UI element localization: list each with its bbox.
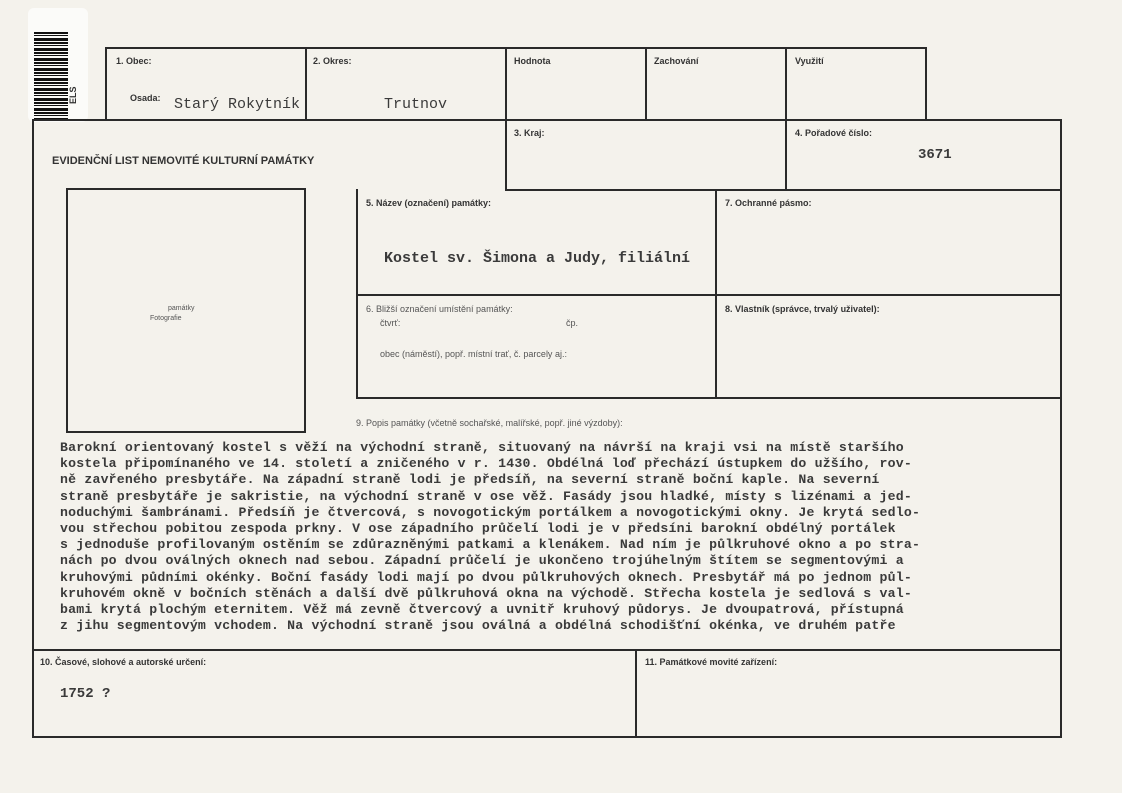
popis-line: noduchými šambránami. Předsíň je čtvercová, s novogotickým portálkem a novogotickými okny. Je krytá sedlo- <box>60 504 921 520</box>
photo-box <box>66 188 306 433</box>
zachovani-label: Zachování <box>654 56 699 66</box>
hodnota-label: Hodnota <box>514 56 551 66</box>
kraj-label: 3. Kraj: <box>514 128 545 138</box>
popis-line: kruhovými půdními okénky. Boční fasády lodi mají po dvou půlkruhových oknech. Presbytář má po jednom půl- <box>60 569 912 585</box>
poradove-label: 4. Pořadové číslo: <box>795 128 873 138</box>
barcode-tag <box>28 8 88 122</box>
photo-caption-2: Fotografie <box>150 315 182 322</box>
popis-label: 9. Popis památky (včetně sochařské, malířské, popř. jiné výzdoby): <box>356 418 623 428</box>
osada-label: Osada: <box>130 93 161 103</box>
pasmo-label: 7. Ochranné pásmo: <box>725 198 812 208</box>
obec-label: 1. Obec: <box>116 56 152 66</box>
umisteni-label: 6. Bližší označení umístění památky: <box>366 304 513 314</box>
popis-line: kostela připomínaného ve 14. století a zničeného v r. 1430. Obdélná loď přechází ústupkem do užšího, rov- <box>60 456 912 472</box>
popis-line: kruhovém okně v bočních stěnách a další dvě půlkruhová okna na východě. Střecha kostela je sedlová s val- <box>60 585 912 601</box>
casove-value: 1752 ? <box>60 686 111 702</box>
popis-line: Barokní orientovaný kostel s věží na východní straně, situovaný na návrší na kraji vsi na místě staršího <box>60 440 904 455</box>
osada-value: Starý Rokytník <box>174 96 301 113</box>
photo-caption-1: památky <box>168 305 195 312</box>
nazev-label: 5. Název (označení) památky: <box>366 198 492 208</box>
okres-value: Trutnov <box>384 96 448 113</box>
barcode <box>34 32 68 122</box>
poradove-value: 3671 <box>918 147 952 163</box>
popis-line: ně zavřeného presbytáře. Na západní straně lodi je předsíň, na severní straně boční kaple. Na severní <box>60 472 880 488</box>
popis-text <box>60 440 1060 634</box>
popis-line: z jihu segmentovým vchodem. Na východní straně jsou oválná a obdélná schodišťní okénka, ve druhém patře <box>60 618 896 634</box>
nazev-value: Kostel sv. Šimona a Judy, filiální <box>384 250 691 267</box>
form-title: EVIDENČNÍ LIST NEMOVITÉ KULTURNÍ PAMÁTKY <box>52 155 315 167</box>
obec-ulice-label: obec (náměstí), popř. místní trať, č. parcely aj.: <box>380 349 567 359</box>
popis-line: straně presbytáře je sakristie, na východní straně v ose věž. Fasády jsou hladké, místy s lizénami a jed- <box>60 488 912 504</box>
vyuziti-label: Využití <box>795 56 824 66</box>
popis-line: nách po dvou oválných oknech nad sebou. Západní průčelí je ukončeno trojúhelným štítem se segmentovými a <box>60 553 904 569</box>
tag-label: ELS <box>68 86 78 104</box>
okres-label: 2. Okres: <box>313 56 352 66</box>
movite-label: 11. Památkové movité zařízení: <box>645 657 778 667</box>
cp-label: čp. <box>566 318 579 328</box>
vlastnik-label: 8. Vlastník (správce, trvalý uživatel): <box>725 304 880 314</box>
popis-line: bami krytá plochým eternitem. Věž má zevně čtvercový a uvnitř kruhový půdorys. Je dvoupatrová, přístupná <box>60 602 904 618</box>
popis-line: s jednoduše profilovaným ostěním se zdůrazněnými patkami a klenákem. Nad ním je půlkruhové okno a po stra- <box>60 537 921 553</box>
popis-line: vou střechou pobitou zespoda prkny. V ose západního průčelí lodi je v předsíni barokní obdélný portálek <box>60 521 896 537</box>
casove-label: 10. Časové, slohové a autorské určení: <box>40 657 207 667</box>
ctvrt-label: čtvrť: <box>380 318 401 328</box>
